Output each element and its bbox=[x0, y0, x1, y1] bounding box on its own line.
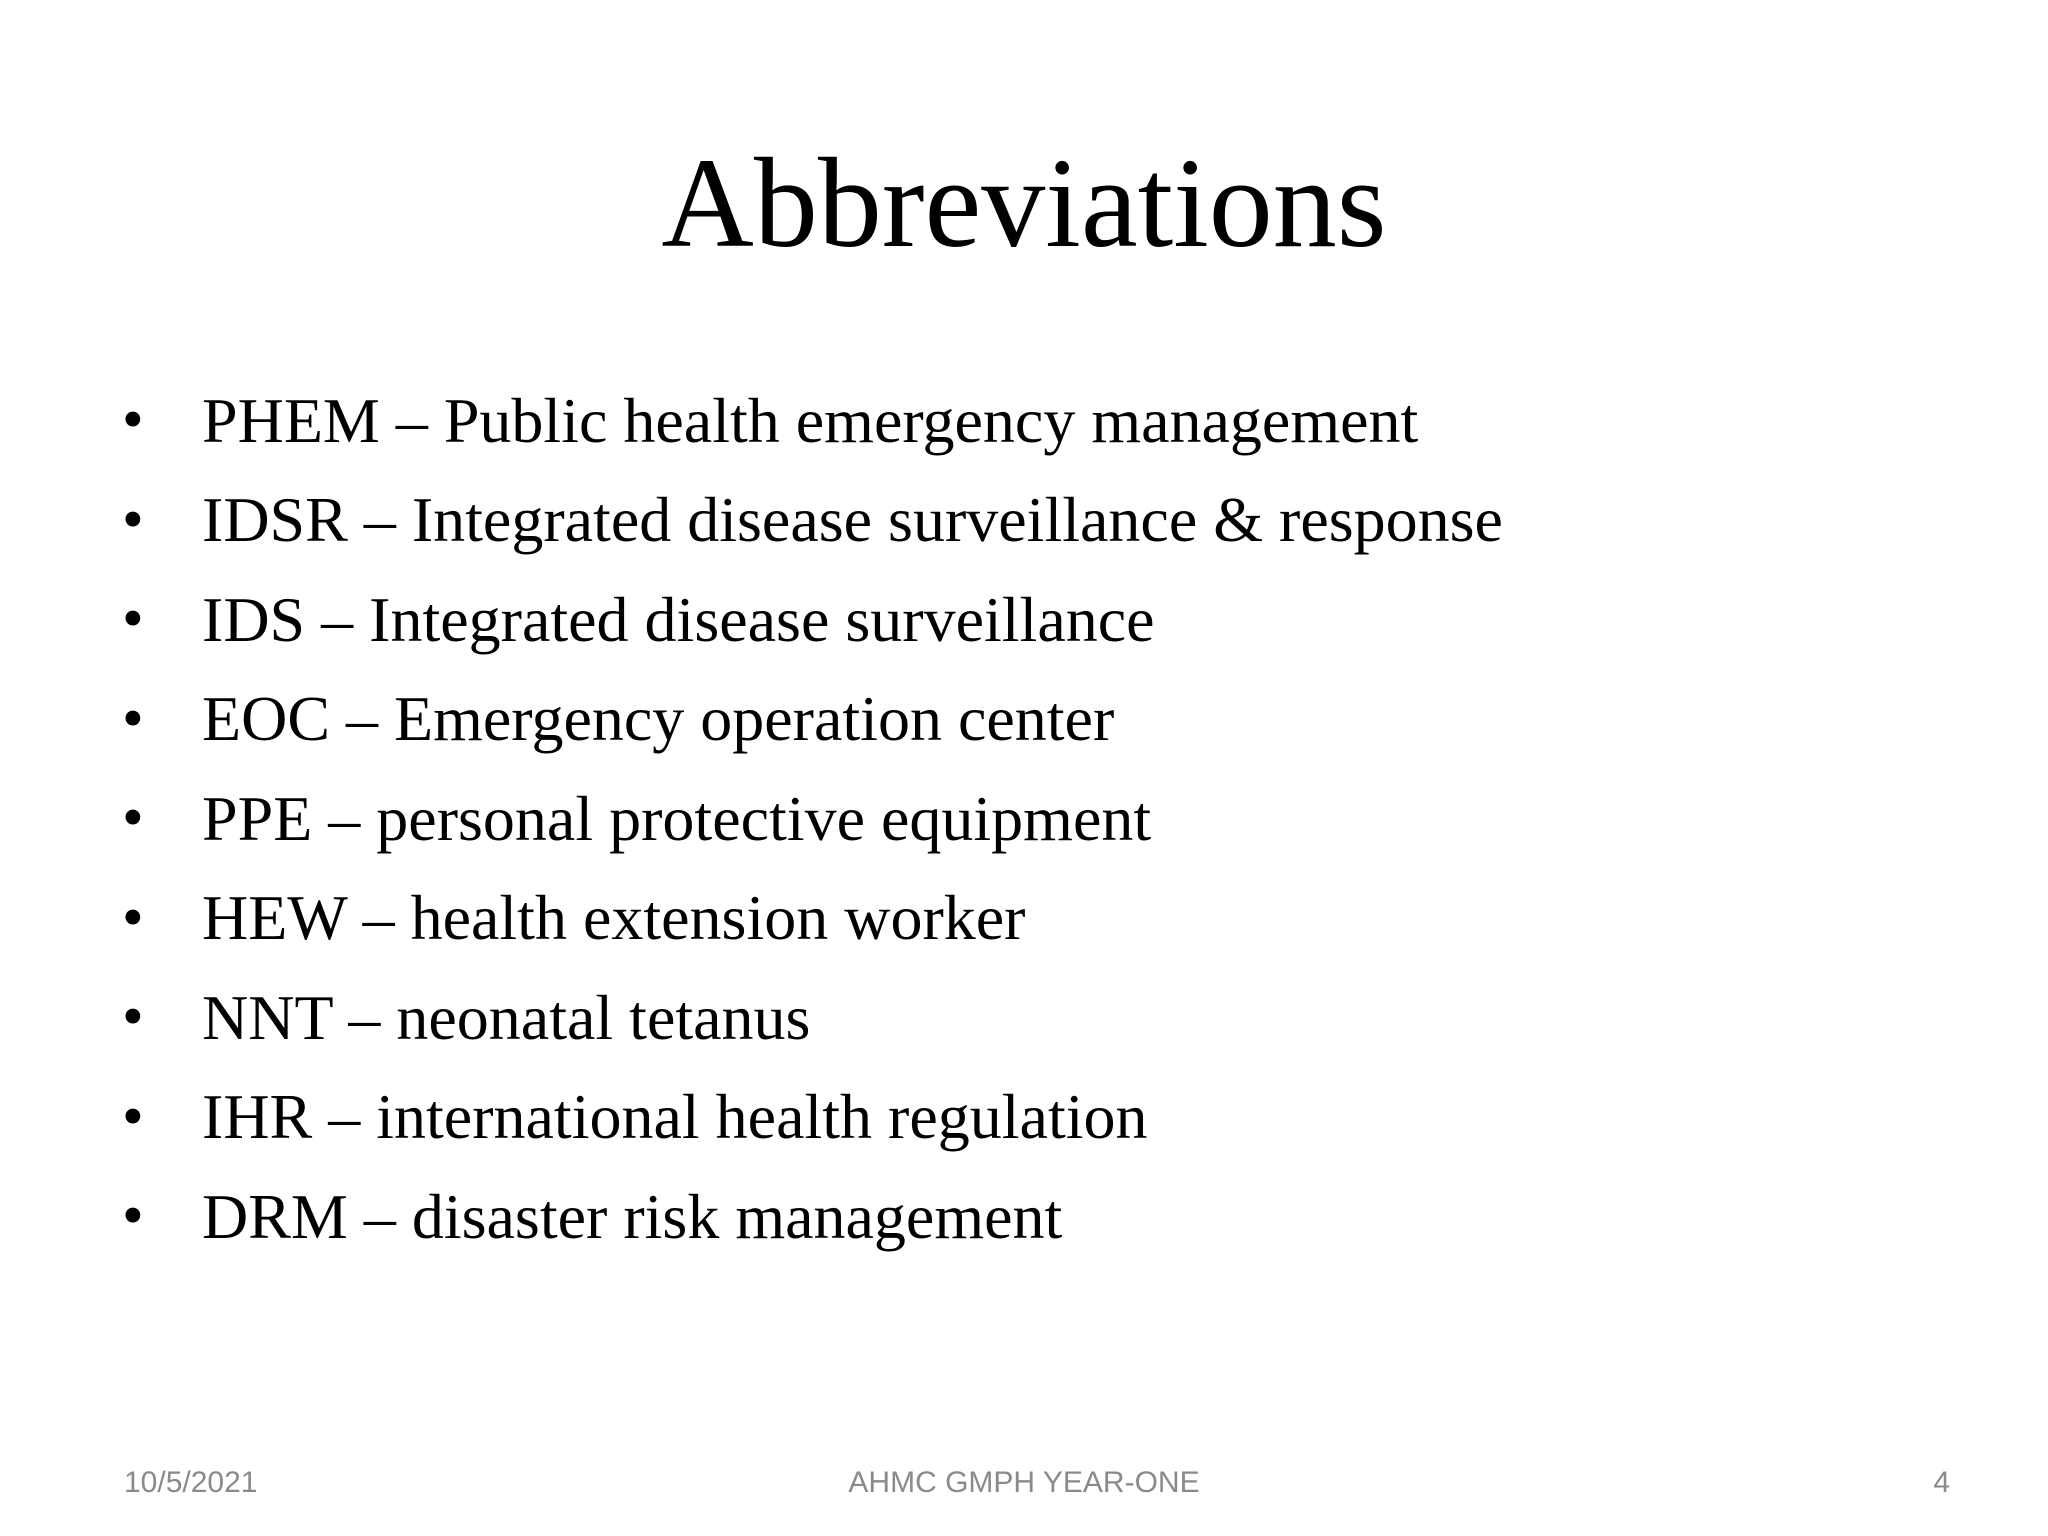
list-item-text: HEW – health extension worker bbox=[202, 882, 1026, 954]
list-item-text: IDSR – Integrated disease surveillance & response bbox=[202, 484, 1503, 556]
bullet-icon: • bbox=[122, 684, 144, 753]
bullet-icon: • bbox=[122, 1082, 144, 1151]
slide-page-number: 4 bbox=[1933, 1466, 1950, 1499]
bullet-icon: • bbox=[122, 1182, 144, 1251]
list-item-text: NNT – neonatal tetanus bbox=[202, 981, 811, 1053]
list-item-text: IHR – international health regulation bbox=[202, 1081, 1148, 1153]
list-item-text: EOC – Emergency operation center bbox=[202, 683, 1115, 755]
bullet-icon: • bbox=[122, 983, 144, 1052]
bullet-icon: • bbox=[122, 585, 144, 654]
bullet-icon: • bbox=[122, 485, 144, 554]
bullet-icon: • bbox=[122, 386, 144, 455]
list-item-text: DRM – disaster risk management bbox=[202, 1180, 1063, 1252]
list-item-text: PPE – personal protective equipment bbox=[202, 782, 1152, 854]
bullet-icon: • bbox=[122, 883, 144, 952]
bullet-icon: • bbox=[122, 784, 144, 853]
slide-title: Abbreviations bbox=[661, 132, 1387, 274]
footer-date: 10/5/2021 bbox=[124, 1466, 258, 1499]
list-item-text: PHEM – Public health emergency management bbox=[202, 384, 1419, 456]
list-item-text: IDS – Integrated disease surveillance bbox=[202, 583, 1155, 655]
footer-center-text: AHMC GMPH YEAR-ONE bbox=[848, 1466, 1200, 1499]
